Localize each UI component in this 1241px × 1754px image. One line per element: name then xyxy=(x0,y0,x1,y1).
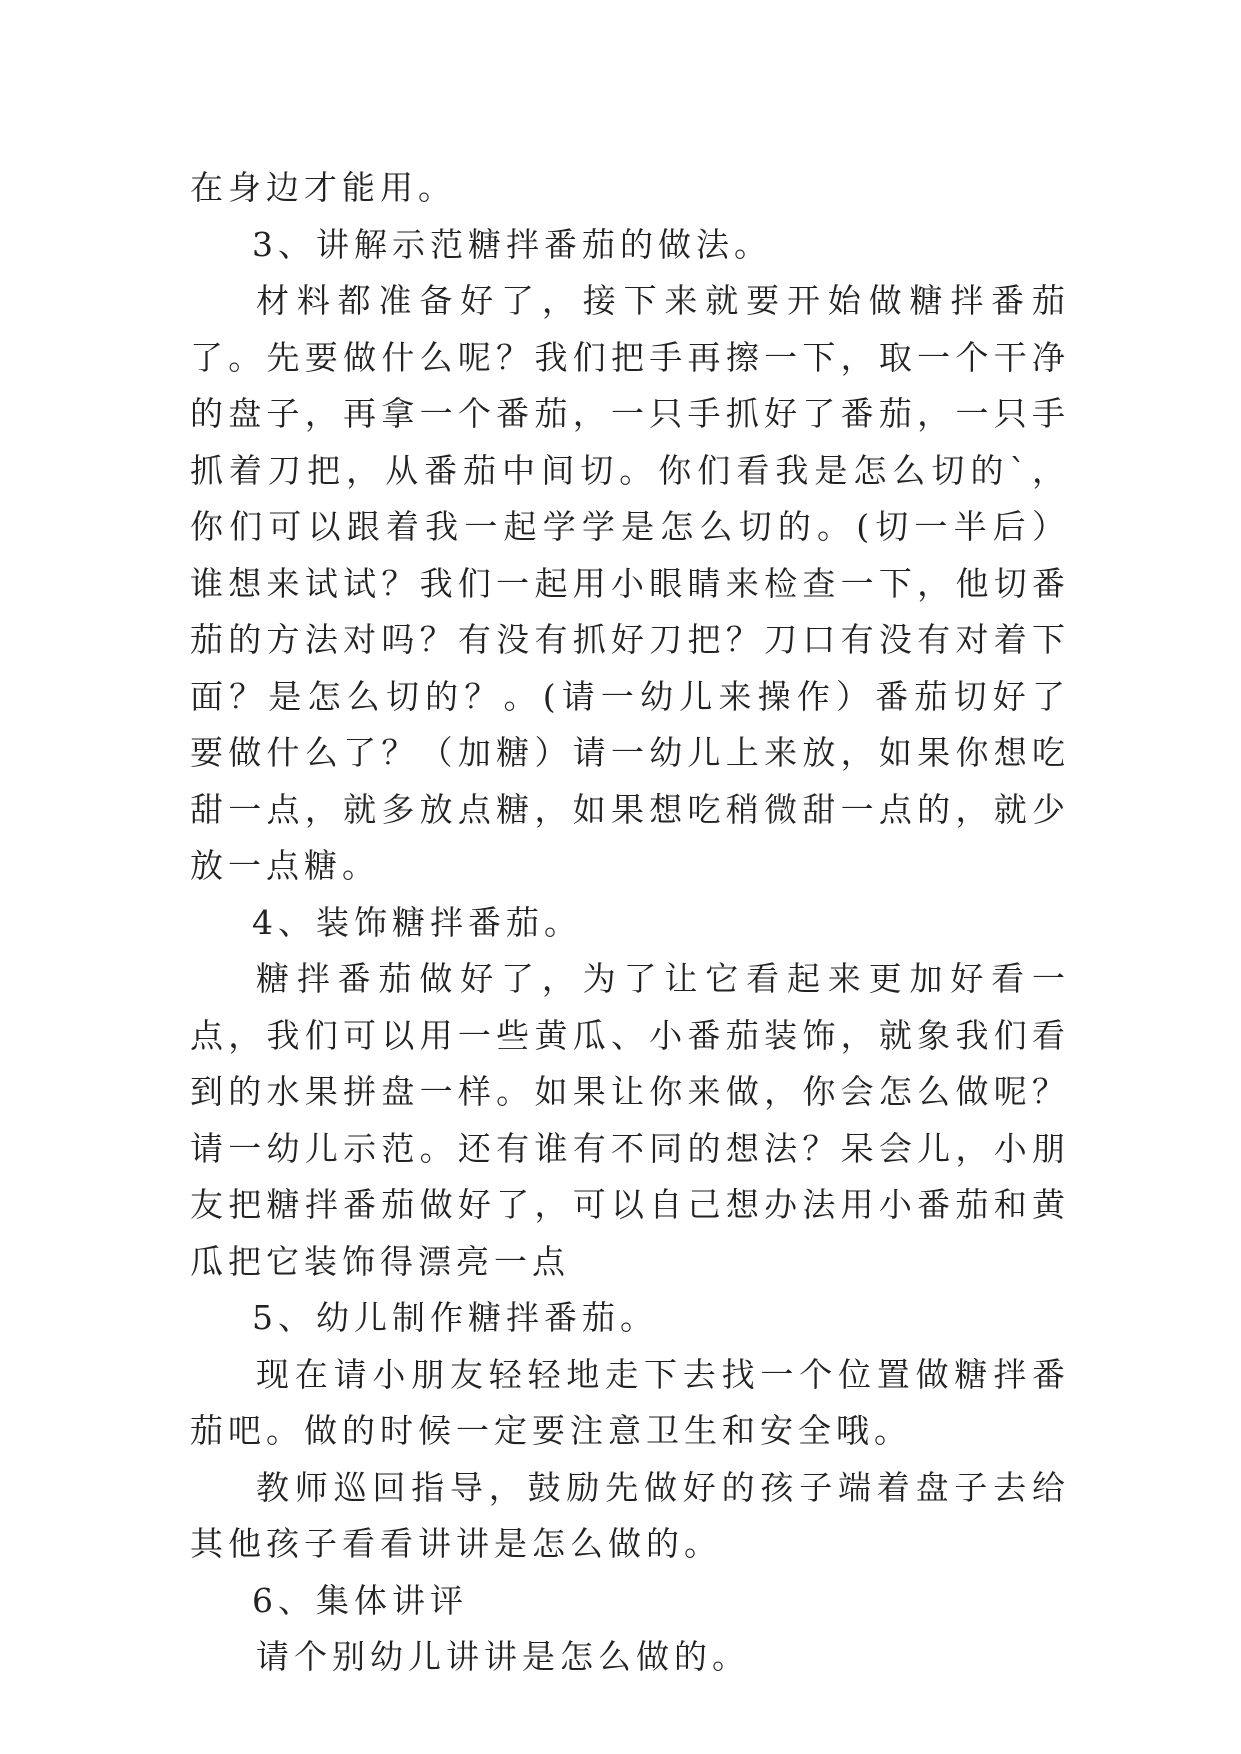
section-heading-step-3: 3、讲解示范糖拌番茄的做法。 xyxy=(252,224,772,264)
document-body xyxy=(190,160,1070,1686)
paragraph-step-6-body: 请个别幼儿讲讲是怎么做的。 xyxy=(256,1637,750,1676)
paragraph-step-5-body-1: 现在请小朋友轻轻地走下去找一个位置做糖拌番茄吧。做的时候一定要注意卫生和安全哦。 xyxy=(190,1354,1070,1450)
paragraph-step-3-body: 材料都准备好了，接下来就要开始做糖拌番茄了。先要做什么呢？我们把手再擦一下，取一个干净的盘子，再拿一个番茄，一只手抓好了番茄，一只手抓着刀把，从番茄中间切。你们看我是怎么切的`，你们可以跟着我一起学学是怎么切的。(切一半后）谁想来试试？我们一起用小眼睛来检查一下，他切番茄的方法对吗？有没有抓好刀把？刀口有没有对着下面？是怎么切的？。(请一幼儿来操作）番茄切好了要做什么了？（加糖）请一幼儿上来放，如果你想吃甜一点，就多放点糖，如果想吃稍微甜一点的，就少放一点糖。 xyxy=(190,281,1070,885)
paragraph-continuation: 在身边才能用。 xyxy=(190,168,456,207)
paragraph-step-4-body: 糖拌番茄做好了，为了让它看起来更加好看一点，我们可以用一些黄瓜、小番茄装饰，就象我们看到的水果拼盘一样。如果让你来做，你会怎么做呢？请一幼儿示范。还有谁有不同的想法？呆会儿，小朋友把糖拌番茄做好了，可以自己想办法用小番茄和黄瓜把它装饰得漂亮一点 xyxy=(190,959,1070,1281)
section-heading-step-4: 4、装饰糖拌番茄。 xyxy=(252,902,582,942)
section-heading-step-6: 6、集体讲评 xyxy=(252,1580,468,1620)
paragraph-step-5-body-2: 教师巡回指导，鼓励先做好的孩子端着盘子去给其他孩子看看讲讲是怎么做的。 xyxy=(190,1467,1070,1563)
section-heading-step-5: 5、幼儿制作糖拌番茄。 xyxy=(252,1298,658,1337)
